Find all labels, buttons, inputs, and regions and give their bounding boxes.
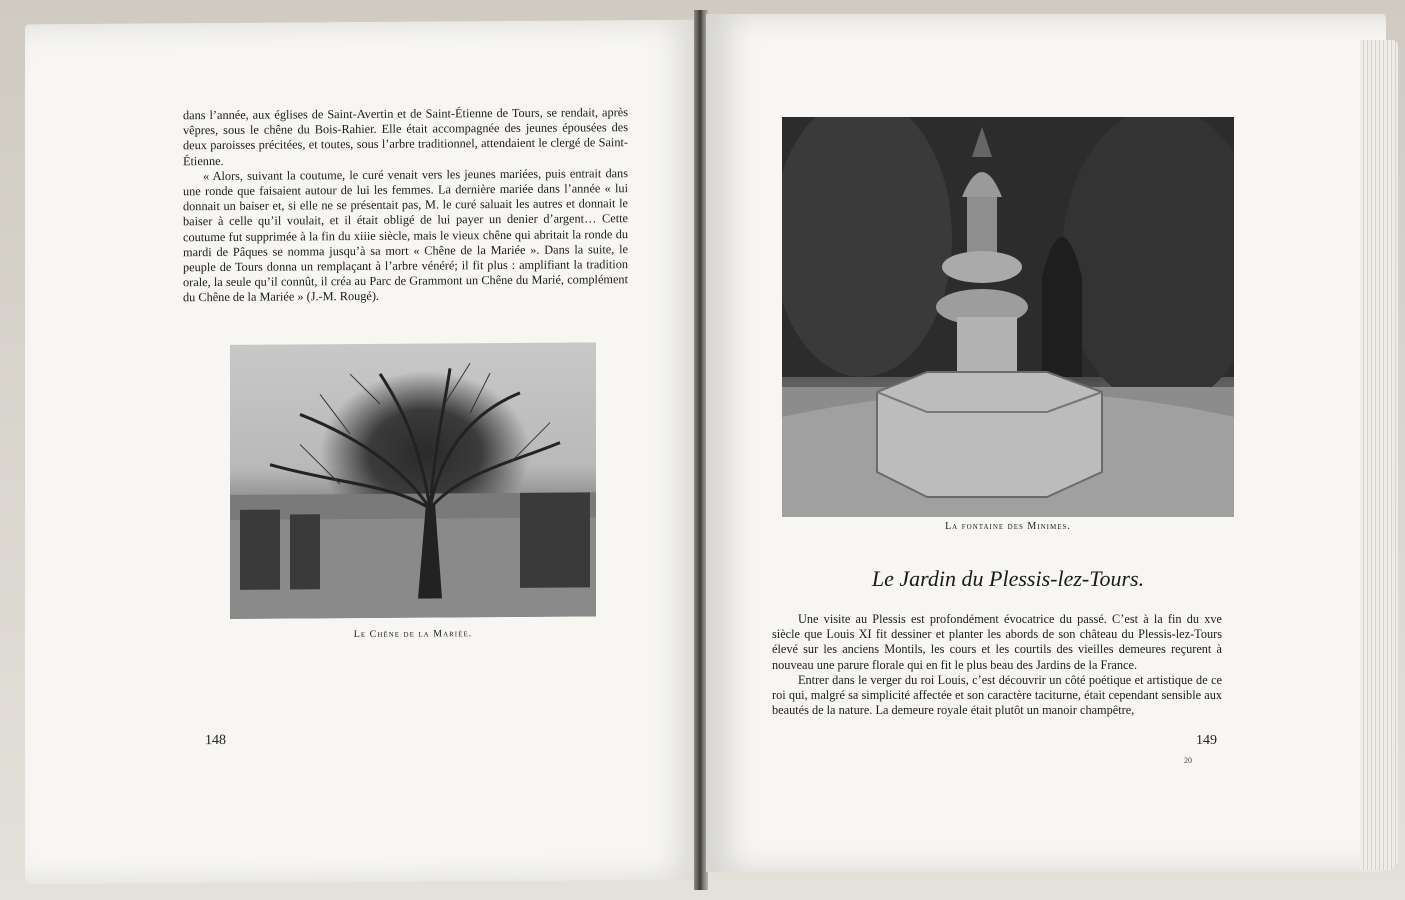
right-paragraph-2: Entrer dans le verger du roi Louis, c’est découvrir un côté poétique et artistique de ce roi qui, malgré sa simplicité affectée et son caractère taciturne, était cependant sensible aux beautés de la nature. La demeure royale était plutôt un manoir champêtre, <box>772 672 1222 718</box>
signature-mark: 20 <box>1184 756 1192 765</box>
page-edge-stack <box>1360 40 1398 870</box>
oak-photo-caption: Le Chêne de la Mariée. <box>353 628 473 641</box>
right-body-text <box>772 612 1222 718</box>
fountain-drawing <box>782 117 1234 517</box>
right-paragraph-1: Une visite au Plessis est profondément évocatrice du passé. C’est à la fin du xve siècle que Louis XI fit dessiner et planter les abords de son château du Plessis-lez-Tours élevé sur les anciens Montils, les cours et les courtils des vieilles demeures reçurent à nouveau une parure florale qui en fit le plus beau des Jardins de la France. <box>772 612 1222 672</box>
left-page-number: 148 <box>205 732 226 749</box>
left-page <box>25 20 697 885</box>
oak-tree-photo <box>230 342 596 619</box>
oak-tree-drawing <box>230 342 596 619</box>
right-page <box>706 14 1386 872</box>
left-body-text <box>183 105 628 306</box>
left-paragraph-2: « Alors, suivant la coutume, le curé venait vers les jeunes mariées, puis entrait dans une ronde que faisaient autour de lui les femmes. La dernière mariée dans l’année « lui donnait un baiser et, si elle ne se présentait pas, M. le curé saluait les autres et donnait le baiser à celle qu’il voulait, et il était obligé de lui payer un denier d’argent… Cette coutume fut supprimée à la fin du xiiie siècle, mais le vieux chêne qui abritait la ronde du mardi de Pâques se nomma jusqu’à sa mort « Chêne de la Mariée ». Dans la suite, le peuple de Tours donna un remplaçant à l’arbre vénéré; il fit plus : amplifiant la tradition orale, la seule qu’il connût, il créa au Parc de Grammont un Chêne du Marié, complément du Chêne de la Mariée » (J.-M. Rougé). <box>183 165 628 305</box>
section-heading: Le Jardin du Plessis-lez-Tours. <box>871 566 1145 591</box>
right-page-number: 149 <box>1196 733 1217 748</box>
left-paragraph-1: dans l’année, aux églises de Saint-Avertin et de Saint-Étienne de Tours, se rendait, après vêpres, sous le chêne du Bois-Rahier. Elle était accompagnée des jeunes épousées des deux paroisses précitées, et toutes, sous l’arbre traditionnel, attendaient le clergé de Saint-Étienne. <box>183 105 628 168</box>
fountain-photo <box>782 117 1234 517</box>
fountain-photo-caption: La fontaine des Minimes. <box>945 521 1071 532</box>
